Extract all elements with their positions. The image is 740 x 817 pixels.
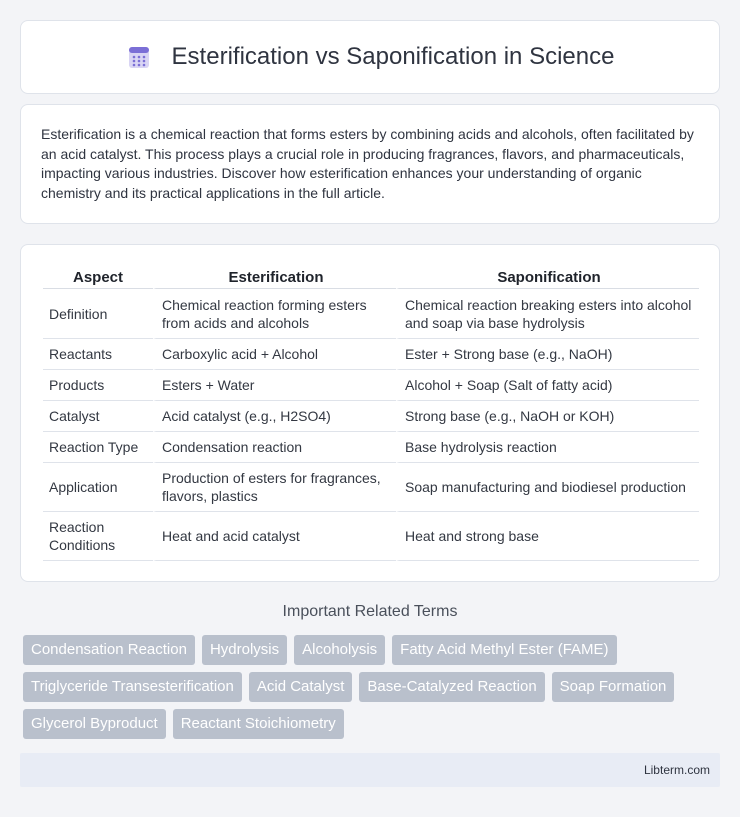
tag-triglyceride-transesterification[interactable]: Triglyceride Transesterification bbox=[23, 672, 242, 702]
table-row bbox=[43, 512, 699, 561]
tag-reactant-stoichiometry[interactable]: Reactant Stoichiometry bbox=[173, 709, 344, 739]
tag-row bbox=[23, 635, 723, 665]
cell-aspect: Reactants bbox=[43, 339, 153, 370]
header-aspect: Aspect bbox=[43, 265, 153, 289]
tag-base-catalyzed-reaction[interactable]: Base-Catalyzed Reaction bbox=[359, 672, 544, 702]
footer bbox=[20, 753, 720, 787]
cell-saponification: Ester + Strong base (e.g., NaOH) bbox=[396, 339, 699, 370]
cell-saponification: Base hydrolysis reaction bbox=[396, 432, 699, 463]
cell-saponification: Heat and strong base bbox=[396, 512, 699, 561]
table-row bbox=[43, 370, 699, 401]
cell-esterification: Acid catalyst (e.g., H2SO4) bbox=[153, 401, 396, 432]
table-row bbox=[43, 289, 699, 339]
header-esterification: Esterification bbox=[153, 265, 396, 289]
cell-aspect: Reaction Conditions bbox=[43, 512, 153, 561]
tag-soap-formation[interactable]: Soap Formation bbox=[552, 672, 675, 702]
intro-card bbox=[20, 104, 720, 224]
comparison-table bbox=[43, 265, 699, 561]
cell-esterification: Chemical reaction forming esters from acids and alcohols bbox=[153, 289, 396, 339]
header-card bbox=[20, 20, 720, 94]
comparison-card bbox=[20, 244, 720, 582]
cell-aspect: Reaction Type bbox=[43, 432, 153, 463]
tag-alcoholysis[interactable]: Alcoholysis bbox=[294, 635, 385, 665]
cell-aspect: Application bbox=[43, 463, 153, 512]
tag-row bbox=[23, 672, 723, 702]
cell-esterification: Heat and acid catalyst bbox=[153, 512, 396, 561]
cell-aspect: Definition bbox=[43, 289, 153, 339]
table-header-row bbox=[43, 265, 699, 289]
intro-text: Esterification is a chemical reaction that forms esters by combining acids and alcohols, often facilitated by an acid catalyst. This process plays a crucial role in producing fragrances, flavors, and pharmaceuticals, impacting various industries. Discover how esterification enhances your understanding of organic chemistry and its practical applications in the full article. bbox=[41, 126, 694, 201]
table-row bbox=[43, 401, 699, 432]
table-row bbox=[43, 339, 699, 370]
page-title: Esterification vs Saponification in Science bbox=[171, 43, 615, 70]
cell-esterification: Esters + Water bbox=[153, 370, 396, 401]
tag-glycerol-byproduct[interactable]: Glycerol Byproduct bbox=[23, 709, 166, 739]
footer-site-link[interactable]: Libterm.com bbox=[643, 763, 710, 777]
cell-esterification: Production of esters for fragrances, flavors, plastics bbox=[153, 463, 396, 512]
cell-saponification: Alcohol + Soap (Salt of fatty acid) bbox=[396, 370, 699, 401]
tag-condensation-reaction[interactable]: Condensation Reaction bbox=[23, 635, 195, 665]
tag-acid-catalyst[interactable]: Acid Catalyst bbox=[249, 672, 353, 702]
cell-esterification: Carboxylic acid + Alcohol bbox=[153, 339, 396, 370]
table-row bbox=[43, 432, 699, 463]
tag-hydrolysis[interactable]: Hydrolysis bbox=[202, 635, 287, 665]
related-terms-title: Important Related Terms bbox=[282, 603, 458, 620]
cell-saponification: Soap manufacturing and biodiesel production bbox=[396, 463, 699, 512]
table-row bbox=[43, 463, 699, 512]
cell-aspect: Products bbox=[43, 370, 153, 401]
tag-fame[interactable]: Fatty Acid Methyl Ester (FAME) bbox=[392, 635, 616, 665]
cell-esterification: Condensation reaction bbox=[153, 432, 396, 463]
header-saponification: Saponification bbox=[396, 265, 699, 289]
calculator-icon bbox=[126, 44, 152, 70]
cell-aspect: Catalyst bbox=[43, 401, 153, 432]
cell-saponification: Strong base (e.g., NaOH or KOH) bbox=[396, 401, 699, 432]
header-inner bbox=[126, 43, 615, 71]
cell-saponification: Chemical reaction breaking esters into alcohol and soap via base hydrolysis bbox=[396, 289, 699, 339]
tag-row bbox=[23, 709, 723, 739]
related-terms bbox=[23, 635, 723, 746]
